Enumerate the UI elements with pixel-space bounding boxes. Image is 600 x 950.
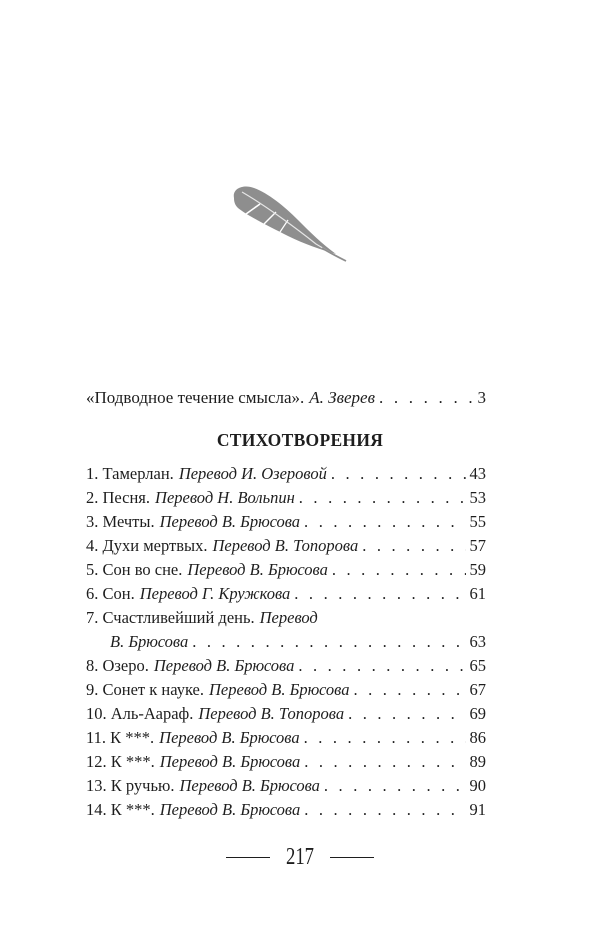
toc-entry[interactable] — [86, 606, 486, 630]
entry-translator: Перевод Н. Вольпин — [155, 488, 295, 507]
entry-page: 59 — [469, 560, 486, 579]
toc-entry[interactable] — [86, 702, 486, 726]
dot-leader — [348, 702, 465, 726]
toc-entry[interactable] — [86, 774, 486, 798]
foreword-entry[interactable] — [86, 388, 486, 414]
dot-leader — [294, 582, 465, 606]
entry-title: 13. К ручью. — [86, 776, 175, 795]
table-of-contents — [86, 462, 486, 822]
entry-page: 67 — [469, 680, 486, 699]
toc-entry[interactable] — [86, 798, 486, 822]
entry-page: 61 — [469, 584, 486, 603]
entry-title: 1. Тамерлан. — [86, 464, 174, 483]
entry-translator: Перевод В. Брюсова — [187, 560, 328, 579]
entry-title: 9. Сонет к науке. — [86, 680, 205, 699]
entry-page: 90 — [469, 776, 486, 795]
entry-title: 7. Счастливейший день. — [86, 608, 255, 627]
entry-translator: Перевод В. Брюсова — [159, 512, 301, 531]
toc-entry[interactable] — [86, 750, 486, 774]
toc-entry[interactable] — [86, 654, 486, 678]
entry-page: 55 — [469, 512, 486, 531]
dot-leader — [332, 558, 466, 582]
entry-title: 4. Духи мертвых. — [86, 536, 208, 555]
dot-leader — [362, 534, 465, 558]
folio-rule-left — [226, 857, 270, 859]
toc-entry[interactable] — [86, 486, 486, 510]
toc-entry[interactable] — [86, 534, 486, 558]
dot-leader — [353, 678, 465, 702]
entry-page: 65 — [469, 656, 486, 675]
dot-leader — [331, 462, 466, 486]
entry-translator: Перевод В. Топорова — [212, 536, 359, 555]
page-number: 217 — [285, 844, 315, 870]
entry-title: 2. Песня. — [86, 488, 151, 507]
entry-translator: Перевод — [259, 608, 318, 627]
entry-page: 57 — [469, 536, 486, 555]
entry-page: 86 — [469, 728, 486, 747]
entry-translator: Перевод В. Брюсова — [159, 800, 301, 819]
entry-title: 3. Мечты. — [86, 512, 155, 531]
foreword-title: «Подводное течение смысла». — [86, 388, 305, 407]
entry-translator: Перевод В. Брюсова — [209, 680, 350, 699]
entry-title: 11. К ***. — [86, 728, 155, 747]
entry-title: 14. К ***. — [86, 800, 155, 819]
section-title: СТИХОТВОРЕНИЯ — [216, 430, 384, 450]
toc-entry[interactable] — [86, 510, 486, 534]
entry-title: 10. Аль-Аараф. — [86, 704, 194, 723]
entry-translator: Перевод В. Брюсова — [159, 728, 300, 747]
entry-title: 6. Сон. — [86, 584, 135, 603]
dot-leader — [304, 510, 465, 534]
toc-entry[interactable] — [86, 558, 486, 582]
dot-leader — [298, 654, 465, 678]
foreword-page: 3 — [477, 388, 486, 407]
entry-title: 12. К ***. — [86, 752, 155, 771]
feather-icon — [226, 184, 348, 264]
folio-rule-right — [330, 857, 374, 859]
entry-title: 8. Озеро. — [86, 656, 149, 675]
entry-translator: Перевод В. Брюсова — [159, 752, 301, 771]
toc-entry[interactable] — [86, 726, 486, 750]
entry-translator-continued: В. Брюсова — [110, 632, 189, 651]
entry-page: 43 — [469, 464, 486, 483]
entry-page: 53 — [469, 488, 486, 507]
entry-translator: Перевод В. Топорова — [198, 704, 345, 723]
toc-entry-continuation[interactable] — [86, 630, 486, 654]
toc-entry[interactable] — [86, 678, 486, 702]
foreword-author: А. Зверев — [309, 388, 375, 407]
entry-translator: Перевод В. Брюсова — [179, 776, 320, 795]
entry-page: 91 — [469, 800, 486, 819]
entry-page: 69 — [469, 704, 486, 723]
dot-leader — [299, 486, 466, 510]
page-folio — [0, 844, 600, 871]
entry-translator: Перевод Г. Кружкова — [139, 584, 291, 603]
dot-leader — [304, 726, 466, 750]
dot-leader — [304, 750, 465, 774]
entry-page: 89 — [469, 752, 486, 771]
toc-entry[interactable] — [86, 582, 486, 606]
entry-translator: Перевод И. Озеровой — [178, 464, 327, 483]
dot-leader — [304, 798, 465, 822]
dot-leader — [379, 388, 474, 408]
toc-entry[interactable] — [86, 462, 486, 486]
entry-title: 5. Сон во сне. — [86, 560, 183, 579]
dot-leader — [324, 774, 466, 798]
entry-translator: Перевод В. Брюсова — [153, 656, 295, 675]
dot-leader — [192, 630, 465, 654]
entry-page: 63 — [469, 632, 486, 651]
